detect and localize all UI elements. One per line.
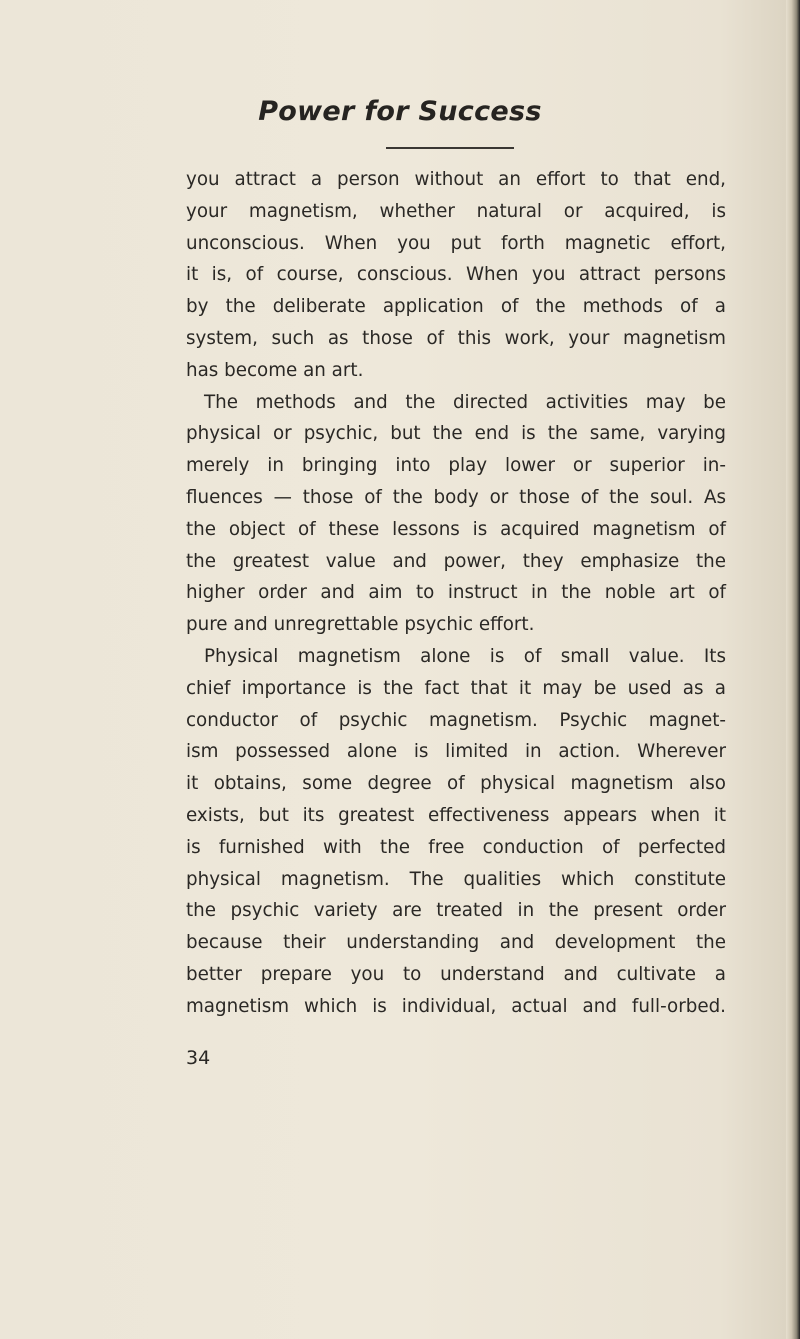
- body-text: [186, 164, 726, 1023]
- text-line: better prepare you to understand and cultivate a: [186, 963, 726, 985]
- text-line: is furnished with the free conduction of perfected: [186, 836, 726, 858]
- text-line: magnetism which is individual, actual and full-orbed.: [186, 995, 726, 1017]
- running-head: Power for Success: [258, 96, 542, 127]
- text-line: physical or psychic, but the end is the same, varying: [186, 423, 726, 445]
- text-line: has become an art.: [186, 359, 364, 381]
- text-line: Physical magnetism alone is of small value. Its: [204, 645, 726, 667]
- text-line: The methods and the directed activities may be: [204, 391, 726, 413]
- text-line: system, such as those of this work, your magnetism: [186, 327, 726, 349]
- text-line: it is, of course, conscious. When you attract persons: [186, 264, 726, 286]
- text-line: higher order and aim to instruct in the noble art of: [186, 582, 726, 604]
- text-line: conductor of psychic magnetism. Psychic magnet-: [186, 709, 726, 731]
- text-line: because their understanding and development the: [186, 932, 726, 954]
- text-line: exists, but its greatest effectiveness appears when it: [186, 804, 726, 826]
- text-line: pure and unregrettable psychic effort.: [186, 614, 535, 636]
- text-line: physical magnetism. The qualities which constitute: [186, 868, 726, 890]
- header-rule: [386, 147, 514, 149]
- text-line: by the deliberate application of the methods of a: [186, 296, 726, 318]
- text-line: ism possessed alone is limited in action. Wherever: [186, 741, 726, 763]
- text-line: it obtains, some degree of physical magnetism also: [186, 773, 726, 795]
- text-line: merely in bringing into play lower or superior in-: [186, 455, 726, 477]
- text-line: fluences — those of the body or those of the soul. As: [186, 486, 726, 508]
- text-line: the psychic variety are treated in the present order: [186, 900, 726, 922]
- text-line: the greatest value and power, they emphasize the: [186, 550, 726, 572]
- text-line: unconscious. When you put forth magnetic effort,: [186, 232, 726, 254]
- page-edge-shadow: [786, 0, 800, 1339]
- text-line: you attract a person without an effort to that end,: [186, 169, 726, 190]
- text-line: chief importance is the fact that it may be used as a: [186, 677, 726, 699]
- page-number: 34: [186, 1047, 211, 1069]
- text-line: your magnetism, whether natural or acquired, is: [186, 200, 726, 222]
- text-line: the object of these lessons is acquired magnetism of: [186, 518, 726, 540]
